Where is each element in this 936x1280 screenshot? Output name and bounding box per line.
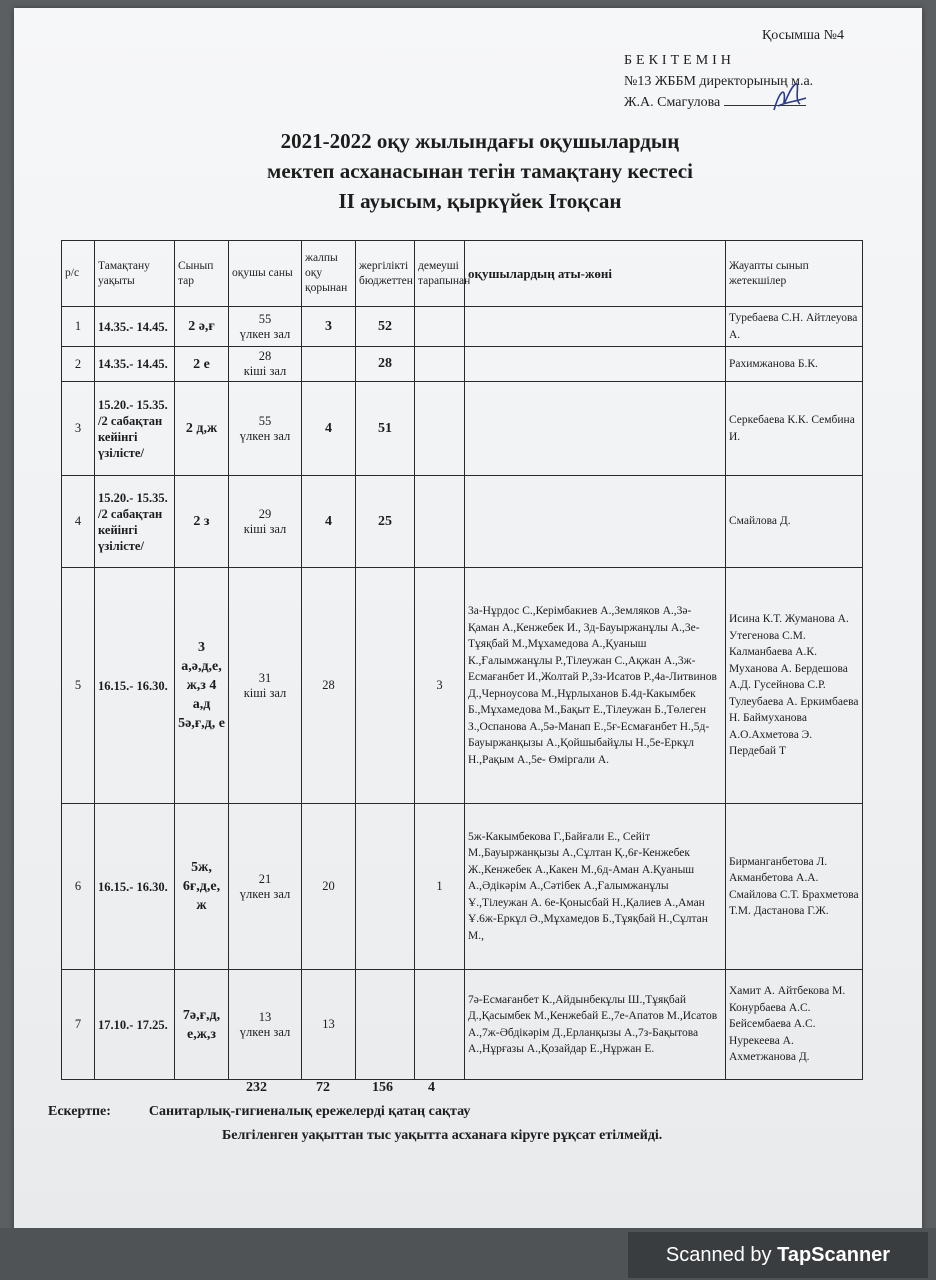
row-sponsor bbox=[415, 347, 465, 382]
count-value: 21 bbox=[258, 871, 272, 886]
row-time: 16.15.- 16.30. bbox=[95, 568, 175, 804]
schedule-table bbox=[61, 240, 862, 1080]
row-sponsor bbox=[415, 970, 465, 1080]
row-class: 2 е bbox=[175, 347, 229, 382]
row-sponsor bbox=[415, 476, 465, 568]
row-sponsor: 1 bbox=[415, 804, 465, 970]
table-row bbox=[62, 476, 863, 568]
row-local: 51 bbox=[356, 382, 415, 476]
row-teachers: Бирманганбетова Л. Акманбетова А.А. Смайлова С.Т. Брахметова Т.М. Дастанова Г.Ж. bbox=[726, 804, 863, 970]
row-count bbox=[229, 970, 302, 1080]
row-teachers: Смайлова Д. bbox=[726, 476, 863, 568]
col-header-names: оқушылардың аты-жөні bbox=[465, 241, 726, 307]
col-header-no: р/с bbox=[62, 241, 95, 307]
row-general bbox=[302, 347, 356, 382]
row-general: 20 bbox=[302, 804, 356, 970]
total-sponsor: 4 bbox=[428, 1080, 435, 1095]
count-value: 55 bbox=[258, 413, 272, 428]
title-line-1: 2021-2022 оқу жылындағы оқушылардың bbox=[280, 129, 680, 153]
row-count bbox=[229, 307, 302, 347]
row-teachers: Серкебаева К.К. Сембина И. bbox=[726, 382, 863, 476]
hall-name: кіші зал bbox=[243, 685, 287, 700]
row-names bbox=[465, 307, 726, 347]
col-header-general: жалпы оқу қорынан bbox=[302, 241, 356, 307]
scanner-brand: TapScanner bbox=[777, 1244, 891, 1266]
col-header-sponsor: демеуші тарапынан bbox=[415, 241, 465, 307]
row-sponsor: 3 bbox=[415, 568, 465, 804]
row-local bbox=[356, 568, 415, 804]
row-names bbox=[465, 476, 726, 568]
row-class: 2 д,ж bbox=[175, 382, 229, 476]
approval-title: БЕКІТЕМІН bbox=[624, 53, 735, 68]
row-time: 15.20.- 15.35. /2 сабақтан кейінгі үзілісте/ bbox=[95, 382, 175, 476]
hall-name: кіші зал bbox=[243, 364, 287, 378]
row-class: 3 а,ә,д,е, ж,з 4 а,д 5ә,ғ,д, е bbox=[175, 568, 229, 804]
count-value: 31 bbox=[258, 670, 272, 685]
row-count bbox=[229, 476, 302, 568]
row-class: 7ә,ғ,д, е,ж,з bbox=[175, 970, 229, 1080]
row-general: 4 bbox=[302, 476, 356, 568]
row-count bbox=[229, 804, 302, 970]
row-general: 4 bbox=[302, 382, 356, 476]
note-line-1 bbox=[48, 1104, 470, 1120]
row-class: 2 ә,ғ bbox=[175, 307, 229, 347]
count-value: 55 bbox=[258, 311, 272, 326]
approval-position: №13 ЖББМ директорының м.а. bbox=[624, 74, 814, 89]
note-label: Ескертпе: bbox=[48, 1104, 111, 1119]
row-time: 15.20.- 15.35. /2 сабақтан кейінгі үзілісте/ bbox=[95, 476, 175, 568]
row-sponsor bbox=[415, 307, 465, 347]
col-header-count: оқушы саны bbox=[229, 241, 302, 307]
note-text-2: Белгіленген уақыттан тыс уақытта асханаға кіруге рұқсат етілмейді. bbox=[222, 1128, 663, 1143]
table-row bbox=[62, 804, 863, 970]
table-row bbox=[62, 970, 863, 1080]
row-no: 3 bbox=[62, 382, 95, 476]
row-teachers: Исина К.Т. Жуманова А. Утегенова С.М. Калманбаева А.К. Муханова А. Бердешова А.Д. Гусейнова С.Р. Тулеубаева А. Еркимбаева Н. Баймуханова А.О.Ахметова Э. Пердебай Т bbox=[726, 568, 863, 804]
row-count bbox=[229, 568, 302, 804]
row-time: 16.15.- 16.30. bbox=[95, 804, 175, 970]
count-value: 29 bbox=[258, 506, 272, 521]
table-row bbox=[62, 382, 863, 476]
row-count bbox=[229, 347, 302, 382]
count-value: 13 bbox=[258, 1009, 272, 1024]
row-names: 7ә-Есмағанбет К.,Айдынбекұлы Ш.,Тұяқбай Д.,Қасымбек М.,Кенжебай Е.,7е-Апатов М.,Исатов А.,7ж-Әбдікәрім Д.,Ерланқызы А.,7з-Бақытова А.,Нұрғазы А.,Қозайдар Е.,Нұржан Е. bbox=[465, 970, 726, 1080]
row-time: 14.35.- 14.45. bbox=[95, 347, 175, 382]
hall-name: кіші зал bbox=[243, 521, 287, 536]
row-general: 13 bbox=[302, 970, 356, 1080]
row-no: 4 bbox=[62, 476, 95, 568]
row-local bbox=[356, 970, 415, 1080]
table-header-row bbox=[62, 241, 863, 307]
row-count bbox=[229, 382, 302, 476]
col-header-time: Тамақтану уақыты bbox=[95, 241, 175, 307]
appendix-label: Қосымша №4 bbox=[761, 28, 844, 43]
total-general: 72 bbox=[316, 1080, 330, 1095]
row-teachers: Рахимжанова Б.К. bbox=[726, 347, 863, 382]
document-title bbox=[40, 126, 920, 216]
row-time: 14.35.- 14.45. bbox=[95, 307, 175, 347]
table-row bbox=[62, 347, 863, 382]
row-class: 5ж, 6ғ,д,е, ж bbox=[175, 804, 229, 970]
row-no: 2 bbox=[62, 347, 95, 382]
row-local bbox=[356, 804, 415, 970]
row-local: 25 bbox=[356, 476, 415, 568]
total-local: 156 bbox=[372, 1080, 393, 1095]
col-header-local: жергілікті бюджеттен bbox=[356, 241, 415, 307]
hall-name: үлкен зал bbox=[239, 1024, 291, 1039]
col-header-teachers: Жауапты сынып жетекшілер bbox=[726, 241, 863, 307]
approval-name: Ж.А. Смагулова bbox=[624, 95, 721, 110]
hall-name: үлкен зал bbox=[239, 886, 291, 901]
row-no: 6 bbox=[62, 804, 95, 970]
row-local: 52 bbox=[356, 307, 415, 347]
row-names bbox=[465, 382, 726, 476]
count-value: 28 bbox=[258, 349, 272, 363]
row-names: 5ж-Какымбекова Г.,Байғали Е., Сейіт М.,Бауыржанқызы А.,Сұлтан Қ.,6ғ-Кенжебек Ж.,Кенжебек А.,Какен М.,6д-Аман А.Қуаныш А.,Әдікәрім А.,Сәтібек А.,Ғалымжанұлы Ұ.,Тілеужан А. 6е-Қонысбай Н.,Қалиев А.,Аман Ұ.6ж-Еркұл Ә.,Мұхамедов Б.,Тұяқбай Н.,Сұлтан М., bbox=[465, 804, 726, 970]
row-no: 7 bbox=[62, 970, 95, 1080]
row-names: 3а-Нұрдос С.,Керімбакиев А.,Земляков А.,3ә-Қаман А.,Кенжебек И., 3д-Бауыржанұлы А.,3е-Тұяқбай М.,Мұхамедова А.,Қуаныш К.,Ғалымжанұлы Р.,Тілеужан С.,Ақжан А.,3ж-Есмағанбет И.,Жолтай Р.,3з-Исатов Р.,4а-Литвинов Д.,Черноусова М.,Нұрлыханов Б.4д-Какымбек Б.,Мұхамедова М.,Бақыт Е.,Тілеужан Б.,Төлеген З.,Оспанова А.,5ә-Манап Е.,5ғ-Есмағанбет Н.,5д-Бауыржанқызы А.,Қойшыбайұлы Н.,5е-Еркұл Н.,Рақым А.,5е- Өміргали А. bbox=[465, 568, 726, 804]
row-general: 3 bbox=[302, 307, 356, 347]
table-row bbox=[62, 568, 863, 804]
row-sponsor bbox=[415, 382, 465, 476]
row-class: 2 з bbox=[175, 476, 229, 568]
scanner-prefix: Scanned by bbox=[665, 1244, 772, 1266]
table-row bbox=[62, 307, 863, 347]
row-teachers: Туребаева С.Н. Айтлеуова А. bbox=[726, 307, 863, 347]
row-time: 17.10.- 17.25. bbox=[95, 970, 175, 1080]
row-teachers: Хамит А. Айтбекова М. Конурбаева А.С. Бейсембаева А.С. Нурекеева А. Ахметжанова Д. bbox=[726, 970, 863, 1080]
scanner-watermark bbox=[628, 1232, 928, 1278]
note-text-1: Санитарлық-гигиеналық ережелерді қатаң сақтау bbox=[148, 1104, 471, 1119]
row-general: 28 bbox=[302, 568, 356, 804]
col-header-class: Сынып тар bbox=[175, 241, 229, 307]
row-no: 5 bbox=[62, 568, 95, 804]
hall-name: үлкен зал bbox=[239, 326, 291, 341]
row-no: 1 bbox=[62, 307, 95, 347]
title-line-2: мектеп асханасынан тегін тамақтану кестесі bbox=[267, 159, 693, 183]
signature-image bbox=[770, 80, 810, 116]
total-count: 232 bbox=[246, 1080, 267, 1095]
title-line-3: II ауысым, қыркүйек Iтоқсан bbox=[338, 189, 622, 213]
hall-name: үлкен зал bbox=[239, 428, 291, 443]
row-local: 28 bbox=[356, 347, 415, 382]
row-names bbox=[465, 347, 726, 382]
